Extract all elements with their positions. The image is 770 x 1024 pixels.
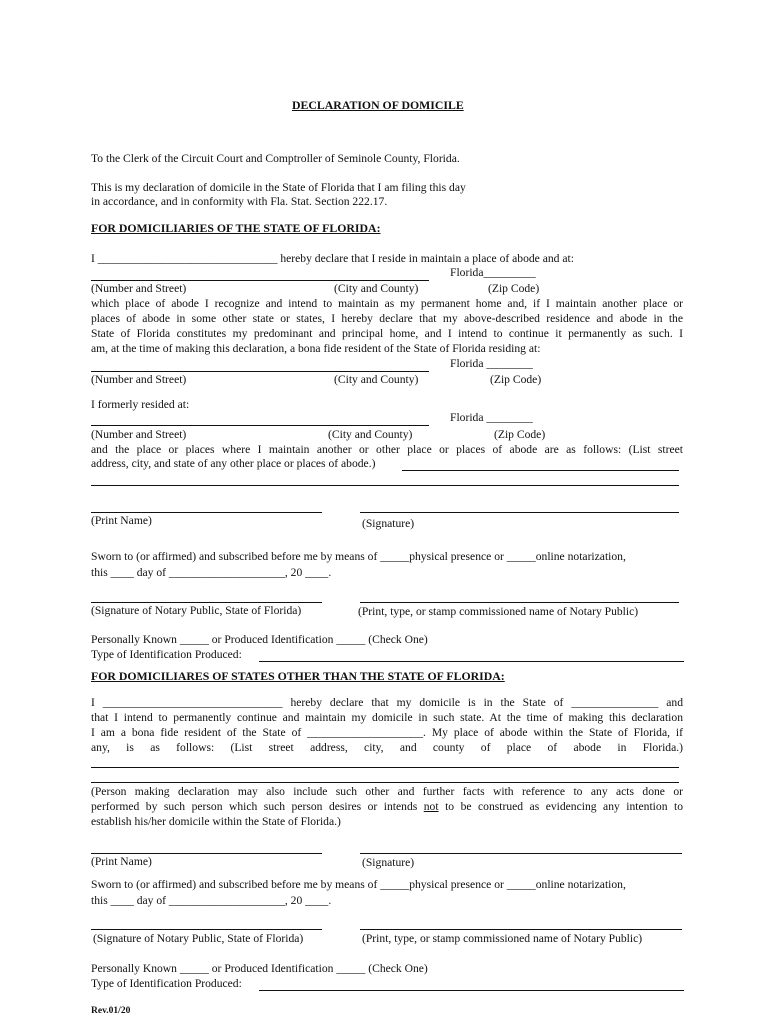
notary-signature-label: (Signature of Notary Public, State of Florida) bbox=[91, 604, 302, 617]
formerly-resided: I formerly resided at: bbox=[91, 398, 190, 411]
notary-name-label-2: (Print, type, or stamp commissioned name of Notary Public) bbox=[362, 932, 643, 945]
revision-label: Rev.01/20 bbox=[91, 1006, 131, 1016]
para-line-3: State of Florida constitutes my predominant and principal home, and I intend to continue it permanently as such. I bbox=[91, 327, 683, 340]
identification-type-field[interactable] bbox=[259, 661, 684, 662]
florida-zip-3[interactable]: Florida ________ bbox=[450, 411, 533, 424]
note-text-b: to be construed as evidencing any intention to bbox=[438, 800, 684, 813]
zip-code-label: (Zip Code) bbox=[494, 428, 546, 441]
signature-label-2: (Signature) bbox=[362, 856, 415, 869]
identification-type-label-2: Type of Identification Produced: bbox=[91, 977, 242, 990]
identification-check[interactable]: Personally Known _____ or Produced Identification _____ (Check One) bbox=[91, 633, 428, 646]
identification-type-field-2[interactable] bbox=[259, 990, 684, 991]
other-line-1[interactable]: I _______________________________ hereby declare that my domicile is in the State of _______________ and bbox=[91, 696, 683, 709]
zip-code-label: (Zip Code) bbox=[488, 282, 540, 295]
notary-signature-line[interactable] bbox=[91, 602, 322, 603]
florida-zip-1[interactable]: Florida_________ bbox=[450, 266, 536, 279]
addressee: To the Clerk of the Circuit Court and Comptroller of Seminole County, Florida. bbox=[91, 152, 460, 165]
other-line-4: any, is as follows: (List street address, city, and county of place of abode in Florida.) bbox=[91, 741, 683, 754]
florida-abode-field-1[interactable] bbox=[91, 767, 679, 768]
para-line-1: which place of abode I recognize and intend to maintain as my permanent home and, if I maintain another place or bbox=[91, 297, 683, 310]
notary-name-line-2[interactable] bbox=[360, 929, 682, 930]
identification-type-label: Type of Identification Produced: bbox=[91, 648, 242, 661]
notary-name-label: (Print, type, or stamp commissioned name of Notary Public) bbox=[358, 605, 639, 618]
note-not-emphasis: not bbox=[423, 800, 439, 813]
notary-name-line[interactable] bbox=[360, 602, 679, 603]
sworn-line-2[interactable]: this ____ day of ____________________, 20 ____. bbox=[91, 566, 332, 579]
intro-line-2: in accordance, and in conformity with Fla. Stat. Section 222.17. bbox=[91, 195, 388, 208]
other-states-heading: FOR DOMICILIARES OF STATES OTHER THAN THE STATE OF FLORIDA: bbox=[91, 669, 505, 683]
signature-line-2[interactable] bbox=[360, 853, 682, 854]
other-line-2: that I intend to permanently continue and maintain my domicile in such state. At the time of making this declaration bbox=[91, 711, 683, 724]
address-line-3[interactable] bbox=[91, 425, 429, 426]
para-line-2: places of abode in some other state or states, I hereby declare that my above-described residence and abode in the bbox=[91, 312, 683, 325]
other-places-line-1: and the place or places where I maintain another or other place or places of abode are as follows: (List street bbox=[91, 443, 683, 456]
print-name-line[interactable] bbox=[91, 512, 322, 513]
other-places-field-2[interactable] bbox=[91, 485, 679, 486]
number-street-label: (Number and Street) bbox=[91, 428, 187, 441]
intro-line-1: This is my declaration of domicile in the State of Florida that I am filing this day bbox=[91, 181, 466, 194]
print-name-label: (Print Name) bbox=[91, 514, 152, 527]
document-title: DECLARATION OF DOMICILE bbox=[292, 98, 464, 112]
florida-zip-2[interactable]: Florida ________ bbox=[450, 357, 533, 370]
number-street-label: (Number and Street) bbox=[91, 373, 187, 386]
zip-code-label: (Zip Code) bbox=[490, 373, 542, 386]
note-line-2 bbox=[91, 800, 683, 814]
other-places-line-2: address, city, and state of any other place or places of abode.) bbox=[91, 457, 376, 470]
para-line-4: am, at the time of making this declaration, a bona fide resident of the State of Florida residing at: bbox=[91, 342, 541, 355]
number-street-label: (Number and Street) bbox=[91, 282, 187, 295]
signature-line[interactable] bbox=[360, 512, 679, 513]
other-line-3[interactable]: I am a bona fide resident of the State of ____________________. My place of abode within the State of Florida, if bbox=[91, 726, 683, 739]
city-county-label: (City and County) bbox=[328, 428, 413, 441]
florida-section-heading: FOR DOMICILIARIES OF THE STATE OF FLORIDA: bbox=[91, 221, 381, 235]
note-text-a: performed by such person which such person desires or intends bbox=[91, 800, 424, 813]
sworn-line-1b[interactable]: Sworn to (or affirmed) and subscribed before me by means of _____physical presence or _____online notarization, bbox=[91, 878, 626, 891]
sworn-line-2b[interactable]: this ____ day of ____________________, 20 ____. bbox=[91, 894, 332, 907]
other-places-field-1[interactable] bbox=[402, 470, 679, 471]
address-line-2[interactable] bbox=[91, 371, 429, 372]
note-line-3: establish his/her domicile within the State of Florida.) bbox=[91, 815, 341, 828]
florida-abode-field-2[interactable] bbox=[91, 782, 679, 783]
print-name-line-2[interactable] bbox=[91, 853, 322, 854]
notary-signature-label-2: (Signature of Notary Public, State of Florida) bbox=[93, 932, 304, 945]
sworn-line-1[interactable]: Sworn to (or affirmed) and subscribed before me by means of _____physical presence or _____online notarization, bbox=[91, 550, 626, 563]
notary-signature-line-2[interactable] bbox=[91, 929, 322, 930]
city-county-label: (City and County) bbox=[334, 282, 419, 295]
florida-declare-line[interactable]: I _______________________________ hereby declare that I reside in maintain a place of abode and at: bbox=[91, 252, 574, 265]
city-county-label: (City and County) bbox=[334, 373, 419, 386]
identification-check-2[interactable]: Personally Known _____ or Produced Identification _____ (Check One) bbox=[91, 962, 428, 975]
signature-label: (Signature) bbox=[362, 517, 415, 530]
note-line-1: (Person making declaration may also include such other and further facts with reference to any acts done or bbox=[91, 785, 683, 798]
print-name-label-2: (Print Name) bbox=[91, 855, 152, 868]
address-line-1[interactable] bbox=[91, 280, 429, 281]
